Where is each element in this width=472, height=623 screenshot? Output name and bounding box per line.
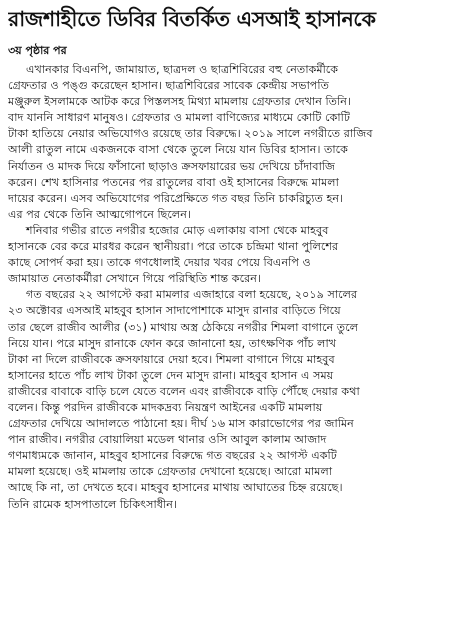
continuation-label: ৩য় পৃষ্ঠার পর	[8, 44, 67, 57]
text-line: হাসানকে বের করে মারধর করেন স্থানীয়রা। পরে তাকে চন্দ্রিমা থানা পুলিশের	[8, 240, 339, 254]
text-line: টাকা না দিলে রাজীবকে ক্রসফায়ারে দেয়া হবে। শিমলা বাগানে গিয়ে মাহবুব	[8, 352, 335, 366]
text-line: মঞ্জুরুল ইসলামকে আটক করে পিস্তলসহ মিথ্যা মামলায় গ্রেফতার দেখান তিনি।	[8, 95, 351, 109]
text-line: শনিবার গভীর রাতে নগরীর হজোর মোড় এলাকায় বাসা থেকে মাহবুব	[26, 223, 329, 237]
text-line: গ্রেফতার দেখিয়ে আদালতে পাঠানো হয়। দীর্ঘ ১৬ মাস কারাভোগের পর জামিন	[8, 417, 354, 431]
text-line: হাসানের হাতে পাঁচ লাখ টাকা তুলে দেন মাসুদ রানা। মাহবুব হাসান এ সময়	[8, 368, 334, 382]
text-line: আছে কি না, তা দেখতে হবে। মাহবুব হাসানের মাথায় আঘাতের চিহ্ন রয়েছে।	[8, 481, 343, 495]
text-line: পান রাজীব। নগরীর বোয়ালিয়া মডেল থানার ওসি আবুল কালাম আজাদ	[8, 433, 327, 447]
text-line: আলী রাতুল নামে একজনকে বাসা থেকে তুলে নিয়ে যান ডিবির হাসান। তাকে	[8, 143, 348, 157]
text-line: গত বছরের ২২ আগস্টে করা মামলার এজাহারে বলা হয়েছে, ২০১৯ সালের	[26, 288, 358, 302]
article-body	[8, 62, 468, 513]
text-line: ২৩ অক্টোবর এসআই মাহবুব হাসান সাদাপোশাকে মাসুদ রানার বাড়িতে গিয়ে	[8, 304, 341, 318]
text-line: এখানকার বিএনপি, জামায়াত, ছাত্রদল ও ছাত্রশিবিরের বহু নেতাকর্মীকে	[26, 63, 339, 76]
text-line: গণমাধ্যমকে জানান, মাহবুব হাসানের বিরুদ্ধে গত বছরের ২২ আগস্ট একটি	[8, 449, 337, 463]
paragraph-1	[8, 62, 468, 223]
text-line: কাছে সোপর্দ করা হয়। তাকে গণধোলাই দেয়ার খবর পেয়ে বিএনপি ও	[8, 256, 311, 270]
paragraph-2	[8, 223, 468, 287]
text-line: এর পর থেকে তিনি আত্মগোপনে ছিলেন।	[8, 207, 191, 221]
text-line: জামায়াত নেতাকর্মীরা সেখানে গিয়ে পরিস্থিতি শান্ত করেন।	[8, 272, 261, 286]
text-line: টাকা হাতিয়ে নেয়ার অভিযোগও রয়েছে তার বিরুদ্ধে। ২০১৯ সালে নগরীতে রাজিব	[8, 127, 373, 141]
text-line: বলেন। কিন্তু পরদিন রাজীবকে মাদকদ্রব্য নিয়ন্ত্রণ আইনের একটি মামলায়	[8, 400, 323, 414]
paragraph-3	[8, 287, 468, 512]
text-line: নির্যাতন ও মাদক দিয়ে ফাঁসানো ছাড়াও ক্রসফায়ারের ভয় দেখিয়ে চাঁদাবাজি	[8, 159, 336, 173]
text-line: বাদ যাননি সাধারণ মানুষও। গ্রেফতার ও মামলা বাণিজ্যের মাধ্যমে কোটি কোটি	[8, 111, 350, 125]
text-line: মামলা হয়েছে। ওই মামলায় তাকে গ্রেফতার দেখানো হয়েছে। আরো মামলা	[8, 465, 333, 479]
text-line: দায়ের করেন। এসব অভিযোগের পরিপ্রেক্ষিতে গত বছর তিনি চাকরিচ্যুত হন।	[8, 191, 344, 205]
text-line: নিয়ে যান। পরে মাসুদ রানাকে ফোন করে জানানো হয়, তাৎক্ষণিক পাঁচ লাখ	[8, 336, 337, 350]
text-line: তার ছেলে রাজীব আলীর (৩১) মাথায় অস্ত্র ঠেকিয়ে নগরীর শিমলা বাগানে তুলে	[8, 320, 359, 334]
text-line: তিনি রামেক হাসপাতালে চিকিৎসাধীন।	[8, 497, 177, 511]
text-line: করেন। শেখ হাসিনার পতনের পর রাতুলের বাবা ওই হাসানের বিরুদ্ধে মামলা	[8, 175, 339, 189]
text-line: গ্রেফতার ও পঙ্গু করেছেন হাসান। ছাত্রশিবিরের সাবেক কেন্দ্রীয় সভাপতি	[8, 79, 329, 93]
article-headline: রাজশাহীতে ডিবির বিতর্কিত এসআই হাসানকে	[8, 7, 376, 31]
text-line: রাজীবের বাবাকে বাড়ি চলে যেতে বলেন এবং রাজীবকে বাড়ি পৌঁছে দেয়ার কথা	[8, 384, 360, 398]
